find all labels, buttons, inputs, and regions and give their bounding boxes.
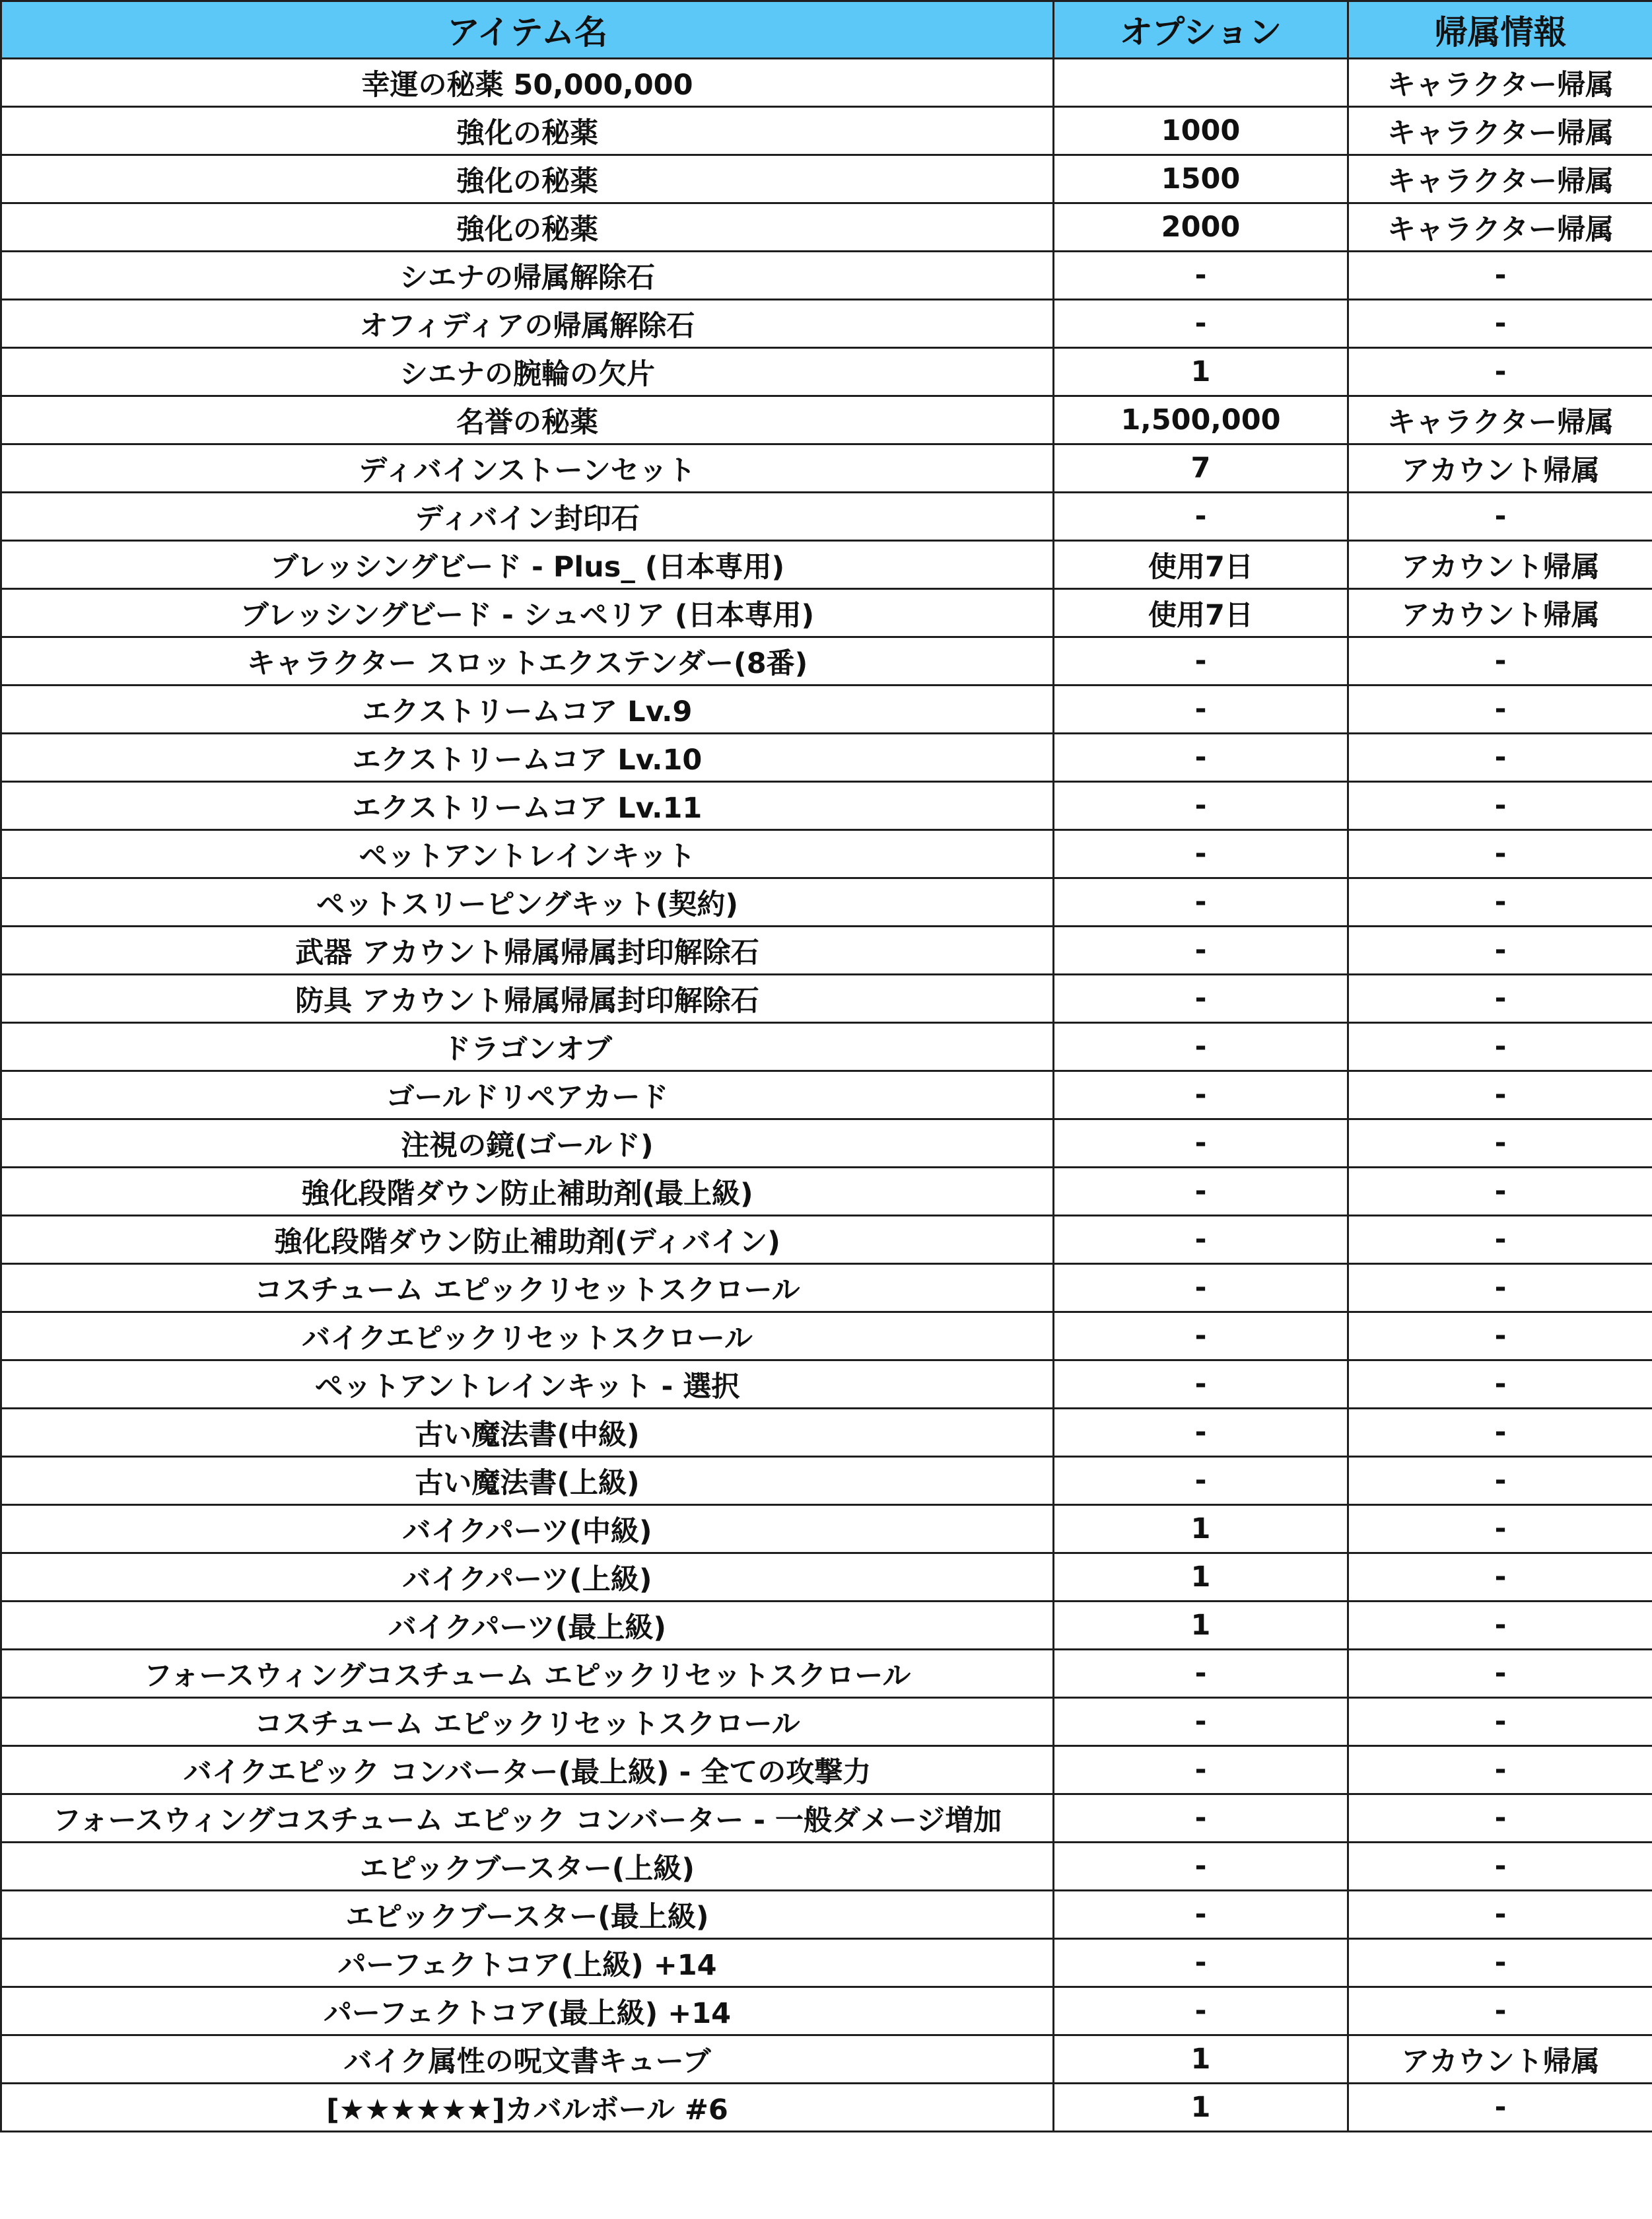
cell-binding-info: - [1348,1843,1652,1891]
cell-binding-info: - [1348,252,1652,300]
cell-binding-info: アカウント帰属 [1348,2035,1652,2084]
cell-binding-info: - [1348,1071,1652,1119]
table-row [1,1505,1652,1553]
table-row [1,686,1652,734]
table-row [1,1794,1652,1843]
cell-binding-info: アカウント帰属 [1348,444,1652,493]
cell-item-name: バイクパーツ(上級) [1,1553,1054,1602]
cell-item-name: コスチューム エピックリセットスクロール [1,1264,1054,1312]
cell-option: 1000 [1054,107,1348,155]
cell-option: 1 [1054,1553,1348,1602]
cell-option: - [1054,830,1348,878]
cell-option: - [1054,975,1348,1023]
cell-binding-info: - [1348,1023,1652,1071]
cell-binding-info: - [1348,1939,1652,1987]
cell-option: - [1054,493,1348,541]
table-row [1,2035,1652,2084]
table-row [1,155,1652,203]
header-item-name: アイテム名 [1,1,1054,59]
table-header-row [1,1,1652,59]
table-row [1,1939,1652,1987]
cell-option: - [1054,878,1348,927]
cell-item-name: パーフェクトコア(上級) +14 [1,1939,1054,1987]
table-row [1,1457,1652,1505]
cell-binding-info: - [1348,830,1652,878]
cell-item-name: ペットアントレインキット [1,830,1054,878]
table-row [1,927,1652,975]
cell-item-name: 強化の秘薬 [1,107,1054,155]
table-row [1,1553,1652,1602]
cell-option: - [1054,1698,1348,1746]
cell-item-name: コスチューム エピックリセットスクロール [1,1698,1054,1746]
table-row [1,830,1652,878]
table-row [1,1746,1652,1794]
table-row [1,1360,1652,1409]
cell-option: - [1054,927,1348,975]
cell-binding-info: - [1348,734,1652,782]
cell-option: - [1054,1939,1348,1987]
cell-item-name: 強化の秘薬 [1,203,1054,252]
table-row [1,2084,1652,2132]
table-row [1,348,1652,396]
cell-item-name: ゴールドリペアカード [1,1071,1054,1119]
cell-item-name: ディバインストーンセット [1,444,1054,493]
cell-option: - [1054,1650,1348,1698]
cell-binding-info: キャラクター帰属 [1348,203,1652,252]
cell-option: - [1054,1216,1348,1264]
cell-option: - [1054,734,1348,782]
cell-item-name: ペットスリーピングキット(契約) [1,878,1054,927]
table-row [1,1650,1652,1698]
cell-option: 使用7日 [1054,541,1348,589]
cell-option: - [1054,686,1348,734]
cell-option: - [1054,1023,1348,1071]
table-row [1,1843,1652,1891]
cell-item-name: バイクエピックリセットスクロール [1,1312,1054,1360]
cell-binding-info: - [1348,1698,1652,1746]
cell-option: 使用7日 [1054,589,1348,637]
cell-binding-info: - [1348,1553,1652,1602]
cell-binding-info: - [1348,878,1652,927]
cell-option: 1 [1054,1505,1348,1553]
table-row [1,1119,1652,1168]
cell-option: 1500 [1054,155,1348,203]
table-row [1,493,1652,541]
cell-option: 1 [1054,2084,1348,2132]
cell-option: - [1054,1457,1348,1505]
cell-option: - [1054,1264,1348,1312]
cell-option: - [1054,637,1348,686]
cell-item-name: エピックブースター(上級) [1,1843,1054,1891]
cell-item-name: オフィディアの帰属解除石 [1,300,1054,348]
table-row [1,1891,1652,1939]
cell-binding-info: - [1348,1505,1652,1553]
table-row [1,107,1652,155]
cell-option: - [1054,1168,1348,1216]
cell-item-name: シエナの帰属解除石 [1,252,1054,300]
cell-item-name: [★★★★★★]カバルボール #6 [1,2084,1054,2132]
cell-option: - [1054,1409,1348,1457]
cell-binding-info: - [1348,1794,1652,1843]
table-row [1,589,1652,637]
cell-binding-info: - [1348,1457,1652,1505]
cell-option: 1 [1054,2035,1348,2084]
table-row [1,1168,1652,1216]
cell-binding-info: - [1348,1409,1652,1457]
cell-option: 1,500,000 [1054,396,1348,444]
cell-item-name: フォースウィングコスチューム エピック コンバーター - 一般ダメージ増加 [1,1794,1054,1843]
cell-binding-info: - [1348,1746,1652,1794]
table-row [1,300,1652,348]
cell-option: - [1054,1360,1348,1409]
cell-item-name: 古い魔法書(上級) [1,1457,1054,1505]
cell-binding-info: - [1348,975,1652,1023]
cell-binding-info: - [1348,1312,1652,1360]
cell-binding-info: - [1348,1602,1652,1650]
cell-item-name: バイク属性の呪文書キューブ [1,2035,1054,2084]
cell-item-name: バイクパーツ(最上級) [1,1602,1054,1650]
cell-binding-info: キャラクター帰属 [1348,155,1652,203]
cell-binding-info: - [1348,1168,1652,1216]
cell-option: - [1054,1987,1348,2035]
cell-item-name: エクストリームコア Lv.9 [1,686,1054,734]
cell-option: 1 [1054,1602,1348,1650]
cell-item-name: パーフェクトコア(最上級) +14 [1,1987,1054,2035]
cell-binding-info: アカウント帰属 [1348,541,1652,589]
table-row [1,396,1652,444]
table-row [1,444,1652,493]
table-row [1,1071,1652,1119]
cell-item-name: 武器 アカウント帰属帰属封印解除石 [1,927,1054,975]
cell-item-name: ディバイン封印石 [1,493,1054,541]
table-row [1,1216,1652,1264]
table-row [1,1987,1652,2035]
cell-binding-info: キャラクター帰属 [1348,107,1652,155]
table-row [1,1312,1652,1360]
cell-item-name: エクストリームコア Lv.11 [1,782,1054,830]
cell-option: 7 [1054,444,1348,493]
cell-option: - [1054,1119,1348,1168]
cell-item-name: ペットアントレインキット - 選択 [1,1360,1054,1409]
table-row [1,878,1652,927]
cell-item-name: フォースウィングコスチューム エピックリセットスクロール [1,1650,1054,1698]
cell-item-name: ドラゴンオブ [1,1023,1054,1071]
cell-binding-info: - [1348,782,1652,830]
cell-option: - [1054,252,1348,300]
cell-option: - [1054,1071,1348,1119]
cell-item-name: 古い魔法書(中級) [1,1409,1054,1457]
cell-option: 1 [1054,348,1348,396]
cell-item-name: 名誉の秘薬 [1,396,1054,444]
table-row [1,1264,1652,1312]
cell-binding-info: アカウント帰属 [1348,589,1652,637]
cell-binding-info: - [1348,1987,1652,2035]
table-row [1,59,1652,107]
cell-option: - [1054,1746,1348,1794]
cell-item-name: キャラクター スロットエクステンダー(8番) [1,637,1054,686]
cell-option: - [1054,1843,1348,1891]
cell-binding-info: - [1348,493,1652,541]
cell-item-name: ブレッシングビード - Plus_ (日本専用) [1,541,1054,589]
table-row [1,252,1652,300]
cell-binding-info: - [1348,927,1652,975]
cell-binding-info: - [1348,1891,1652,1939]
cell-option: - [1054,1794,1348,1843]
cell-item-name: ブレッシングビード - シュペリア (日本専用) [1,589,1054,637]
cell-option: - [1054,300,1348,348]
table-row [1,1409,1652,1457]
cell-binding-info: キャラクター帰属 [1348,59,1652,107]
cell-item-name: 防具 アカウント帰属帰属封印解除石 [1,975,1054,1023]
table-row [1,1023,1652,1071]
cell-binding-info: キャラクター帰属 [1348,396,1652,444]
cell-binding-info: - [1348,1360,1652,1409]
cell-option: 2000 [1054,203,1348,252]
cell-item-name: エピックブースター(最上級) [1,1891,1054,1939]
cell-item-name: 注視の鏡(ゴールド) [1,1119,1054,1168]
cell-option: - [1054,1312,1348,1360]
cell-item-name: シエナの腕輪の欠片 [1,348,1054,396]
cell-binding-info: - [1348,1216,1652,1264]
header-option: オプション [1054,1,1348,59]
cell-binding-info: - [1348,686,1652,734]
cell-binding-info: - [1348,348,1652,396]
cell-option: - [1054,1891,1348,1939]
cell-item-name: バイクエピック コンバーター(最上級) - 全ての攻撃力 [1,1746,1054,1794]
cell-item-name: バイクパーツ(中級) [1,1505,1054,1553]
cell-item-name: 幸運の秘薬 50,000,000 [1,59,1054,107]
cell-binding-info: - [1348,2084,1652,2132]
table-row [1,782,1652,830]
cell-option [1054,59,1348,107]
table-row [1,637,1652,686]
table-row [1,541,1652,589]
cell-binding-info: - [1348,637,1652,686]
table-row [1,203,1652,252]
table-body [1,59,1652,2132]
cell-item-name: 強化段階ダウン防止補助剤(ディバイン) [1,1216,1054,1264]
table-row [1,1698,1652,1746]
cell-option: - [1054,782,1348,830]
cell-binding-info: - [1348,1264,1652,1312]
table-row [1,1602,1652,1650]
cell-item-name: 強化の秘薬 [1,155,1054,203]
cell-binding-info: - [1348,1119,1652,1168]
cell-item-name: 強化段階ダウン防止補助剤(最上級) [1,1168,1054,1216]
table-row [1,734,1652,782]
cell-binding-info: - [1348,1650,1652,1698]
header-binding-info: 帰属情報 [1348,1,1652,59]
cell-item-name: エクストリームコア Lv.10 [1,734,1054,782]
table-row [1,975,1652,1023]
cell-binding-info: - [1348,300,1652,348]
